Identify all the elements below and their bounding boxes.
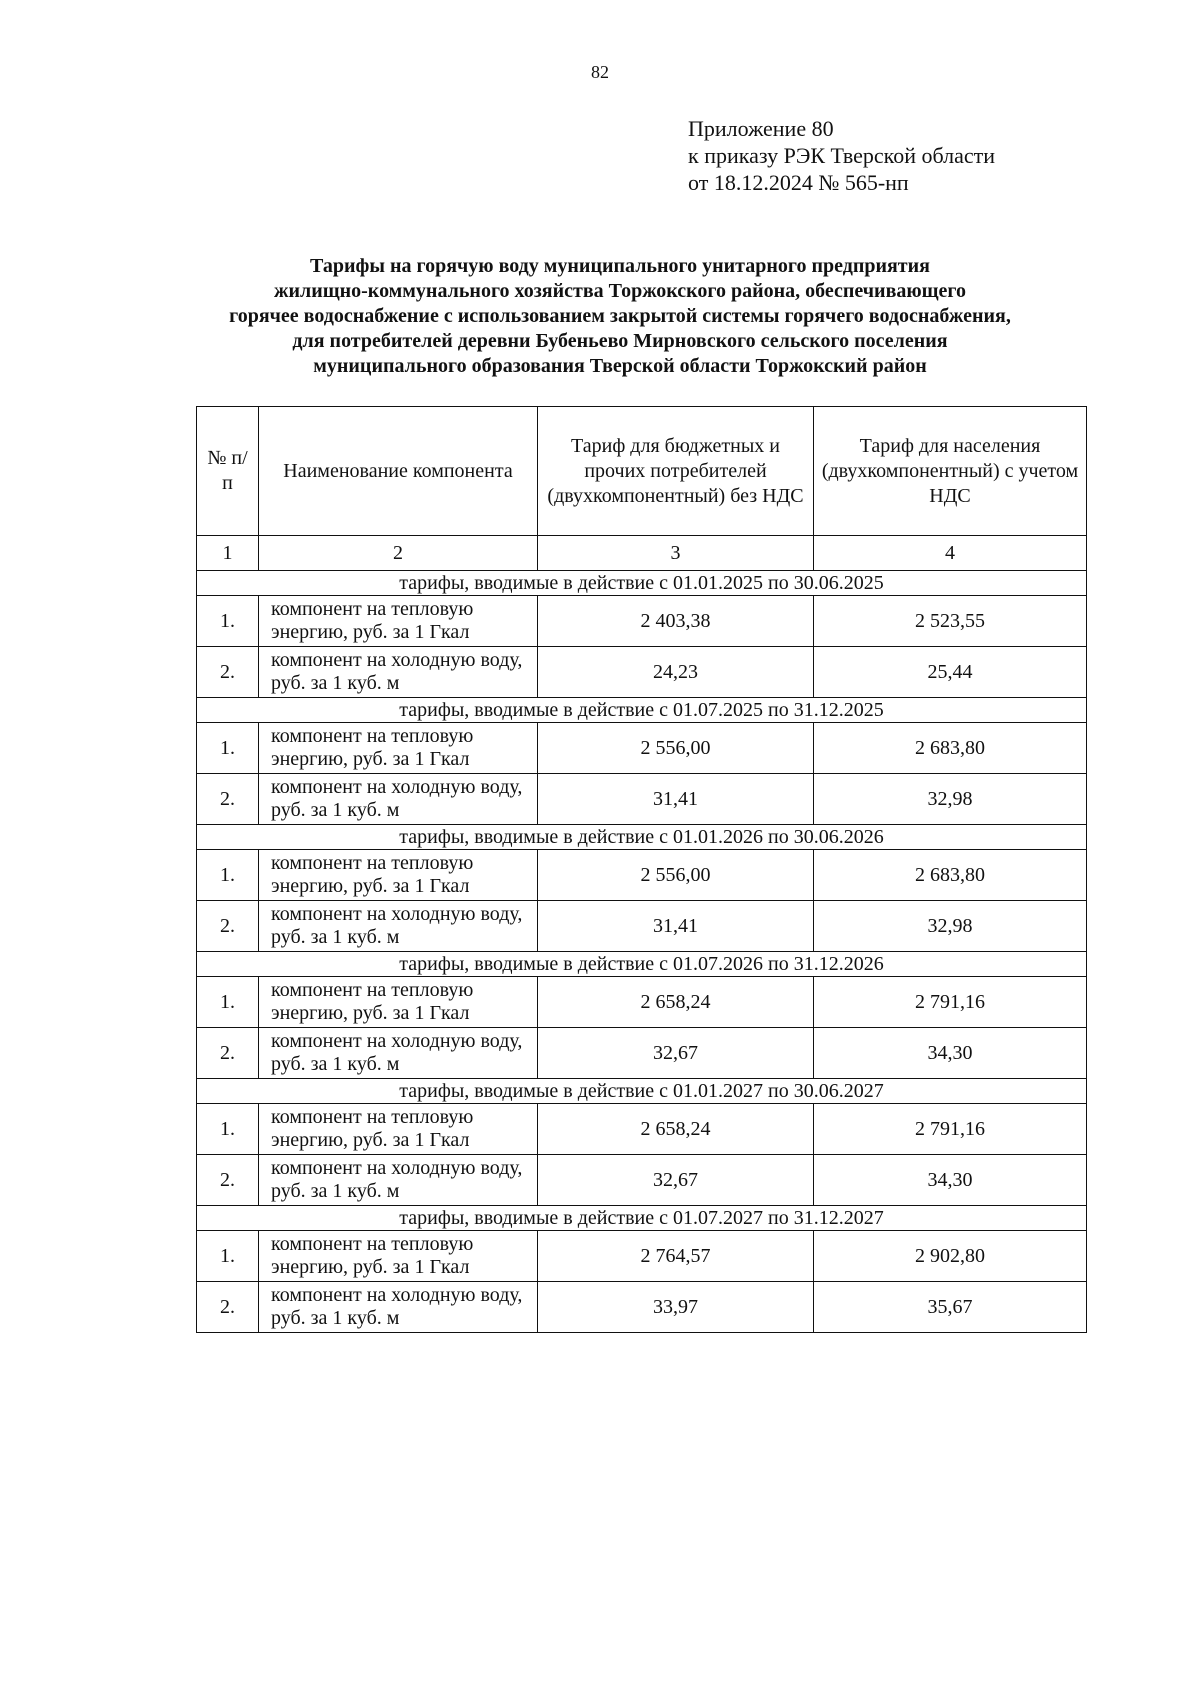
appendix-order-date: от 18.12.2024 № 565-нп (688, 170, 909, 195)
column-number: 3 (538, 536, 814, 571)
header-budget-tariff: Тариф для бюджетных и прочих потребителей (двухкомпонентный) без НДС (538, 407, 814, 536)
row-number: 2. (197, 901, 259, 952)
table-row (197, 647, 1087, 698)
period-row (197, 1206, 1087, 1231)
row-number: 1. (197, 596, 259, 647)
row-number: 2. (197, 774, 259, 825)
period-label: тарифы, вводимые в действие с 01.01.2026 по 30.06.2026 (197, 825, 1087, 850)
appendix-reference (688, 115, 995, 196)
population-tariff-value: 34,30 (814, 1155, 1087, 1206)
title-line: горячее водоснабжение с использованием закрытой системы горячего водоснабжения, (229, 305, 1011, 327)
column-number: 4 (814, 536, 1087, 571)
budget-tariff-value: 2 764,57 (538, 1231, 814, 1282)
row-number: 2. (197, 1282, 259, 1333)
population-tariff-value: 2 523,55 (814, 596, 1087, 647)
header-component-name: Наименование компонента (259, 407, 538, 536)
appendix-order-ref: к приказу РЭК Тверской области (688, 143, 996, 168)
component-name: компонент на холодную воду, руб. за 1 куб. м (259, 901, 538, 952)
population-tariff-value: 32,98 (814, 774, 1087, 825)
title-line: жилищно-коммунального хозяйства Торжокского района, обеспечивающего (273, 280, 967, 302)
component-name: компонент на холодную воду, руб. за 1 куб. м (259, 1028, 538, 1079)
row-number: 2. (197, 1028, 259, 1079)
population-tariff-value: 2 791,16 (814, 977, 1087, 1028)
table-row (197, 1028, 1087, 1079)
period-label: тарифы, вводимые в действие с 01.07.2025 по 31.12.2025 (197, 698, 1087, 723)
component-name: компонент на холодную воду, руб. за 1 куб. м (259, 647, 538, 698)
period-label: тарифы, вводимые в действие с 01.07.2026 по 31.12.2026 (197, 952, 1087, 977)
budget-tariff-value: 2 658,24 (538, 1104, 814, 1155)
table-row (197, 850, 1087, 901)
population-tariff-value: 2 791,16 (814, 1104, 1087, 1155)
row-number: 1. (197, 850, 259, 901)
title-line: муниципального образования Тверской области Торжокский район (313, 355, 927, 377)
budget-tariff-value: 31,41 (538, 901, 814, 952)
table-header-row (197, 407, 1087, 536)
component-name: компонент на тепловую энергию, руб. за 1 Гкал (259, 1104, 538, 1155)
row-number: 1. (197, 977, 259, 1028)
population-tariff-value: 34,30 (814, 1028, 1087, 1079)
header-number: № п/п (197, 407, 259, 536)
component-name: компонент на тепловую энергию, руб. за 1 Гкал (259, 977, 538, 1028)
population-tariff-value: 25,44 (814, 647, 1087, 698)
component-name: компонент на тепловую энергию, руб. за 1 Гкал (259, 1231, 538, 1282)
period-row (197, 1079, 1087, 1104)
budget-tariff-value: 24,23 (538, 647, 814, 698)
table-row (197, 774, 1087, 825)
table-row (197, 1231, 1087, 1282)
column-number-row (197, 536, 1087, 571)
row-number: 1. (197, 1231, 259, 1282)
title-line: для потребителей деревни Бубеньево Мирновского сельского поселения (292, 330, 948, 352)
page-number: 82 (591, 62, 609, 82)
document-title (100, 254, 1140, 379)
component-name: компонент на тепловую энергию, руб. за 1 Гкал (259, 850, 538, 901)
budget-tariff-value: 32,67 (538, 1028, 814, 1079)
population-tariff-value: 2 683,80 (814, 723, 1087, 774)
period-row (197, 698, 1087, 723)
budget-tariff-value: 2 556,00 (538, 850, 814, 901)
table-row (197, 723, 1087, 774)
budget-tariff-value: 2 403,38 (538, 596, 814, 647)
row-number: 2. (197, 647, 259, 698)
budget-tariff-value: 2 658,24 (538, 977, 814, 1028)
period-label: тарифы, вводимые в действие с 01.01.2027 по 30.06.2027 (197, 1079, 1087, 1104)
budget-tariff-value: 32,67 (538, 1155, 814, 1206)
population-tariff-value: 35,67 (814, 1282, 1087, 1333)
budget-tariff-value: 33,97 (538, 1282, 814, 1333)
title-line: Тарифы на горячую воду муниципального унитарного предприятия (310, 255, 930, 277)
table-row (197, 596, 1087, 647)
row-number: 1. (197, 1104, 259, 1155)
period-row (197, 952, 1087, 977)
row-number: 1. (197, 723, 259, 774)
appendix-number: Приложение 80 (688, 116, 834, 141)
component-name: компонент на холодную воду, руб. за 1 куб. м (259, 1155, 538, 1206)
table-row (197, 1104, 1087, 1155)
table-row (197, 901, 1087, 952)
tariff-table (196, 406, 1087, 1333)
table-row (197, 1282, 1087, 1333)
period-row (197, 825, 1087, 850)
period-label: тарифы, вводимые в действие с 01.07.2027 по 31.12.2027 (197, 1206, 1087, 1231)
column-number: 1 (197, 536, 259, 571)
population-tariff-value: 2 683,80 (814, 850, 1087, 901)
column-number: 2 (259, 536, 538, 571)
component-name: компонент на тепловую энергию, руб. за 1 Гкал (259, 596, 538, 647)
table-row (197, 977, 1087, 1028)
period-label: тарифы, вводимые в действие с 01.01.2025 по 30.06.2025 (197, 571, 1087, 596)
component-name: компонент на холодную воду, руб. за 1 куб. м (259, 1282, 538, 1333)
table-row (197, 1155, 1087, 1206)
budget-tariff-value: 31,41 (538, 774, 814, 825)
component-name: компонент на тепловую энергию, руб. за 1 Гкал (259, 723, 538, 774)
header-population-tariff: Тариф для населения (двухкомпонентный) с учетом НДС (814, 407, 1087, 536)
population-tariff-value: 2 902,80 (814, 1231, 1087, 1282)
row-number: 2. (197, 1155, 259, 1206)
population-tariff-value: 32,98 (814, 901, 1087, 952)
period-row (197, 571, 1087, 596)
budget-tariff-value: 2 556,00 (538, 723, 814, 774)
component-name: компонент на холодную воду, руб. за 1 куб. м (259, 774, 538, 825)
